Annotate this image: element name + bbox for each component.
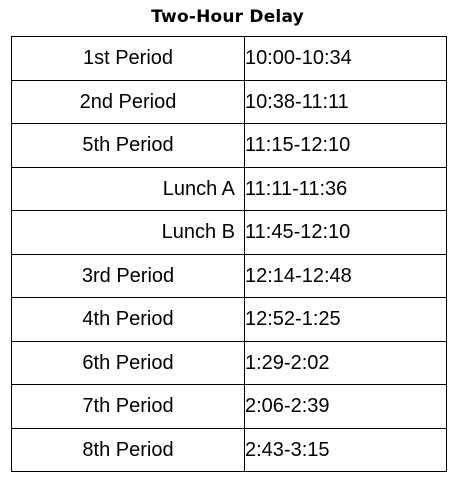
time-cell: 11:15-12:10 <box>245 124 447 168</box>
table-row <box>12 167 447 211</box>
table-row <box>12 254 447 298</box>
period-cell: 4th Period <box>12 298 245 342</box>
table-row <box>12 124 447 168</box>
table-row <box>12 341 447 385</box>
period-cell: 3rd Period <box>12 254 245 298</box>
period-cell: 6th Period <box>12 341 245 385</box>
table-row <box>12 385 447 429</box>
time-cell: 10:00-10:34 <box>245 37 447 81</box>
period-cell: Lunch A <box>12 167 245 211</box>
time-cell: 1:29-2:02 <box>245 341 447 385</box>
table-row <box>12 428 447 472</box>
time-cell: 12:52-1:25 <box>245 298 447 342</box>
period-cell: 5th Period <box>12 124 245 168</box>
time-cell: 2:06-2:39 <box>245 385 447 429</box>
time-cell: 12:14-12:48 <box>245 254 447 298</box>
time-cell: 2:43-3:15 <box>245 428 447 472</box>
period-cell: 7th Period <box>12 385 245 429</box>
time-cell: 11:45-12:10 <box>245 211 447 255</box>
table-row <box>12 80 447 124</box>
period-cell: 8th Period <box>12 428 245 472</box>
schedule-body <box>12 37 447 472</box>
delay-schedule-table <box>11 36 447 472</box>
period-cell: Lunch B <box>12 211 245 255</box>
time-cell: 10:38-11:11 <box>245 80 447 124</box>
schedule-title: Two-Hour Delay <box>151 7 304 27</box>
period-cell: 2nd Period <box>12 80 245 124</box>
time-cell: 11:11-11:36 <box>245 167 447 211</box>
table-row <box>12 37 447 81</box>
table-row <box>12 298 447 342</box>
table-row <box>12 211 447 255</box>
period-cell: 1st Period <box>12 37 245 81</box>
